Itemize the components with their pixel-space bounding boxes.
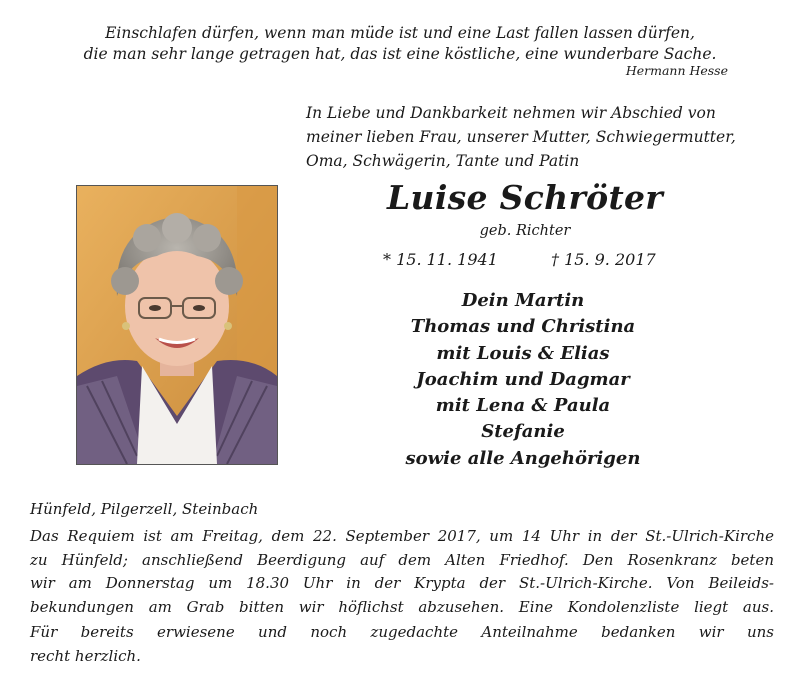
deceased-name: Luise Schröter [387, 178, 663, 217]
service-line: zu Hünfeld; anschließend Beerdigung auf dem Alten Friedhof. Den Rosenkranz beten [30, 550, 774, 569]
farewell-intro [306, 101, 786, 173]
quote-line-2: die man sehr lange getragen hat, das ist eine köstliche, eine wunderbare Sache. [83, 45, 717, 63]
intro-line: meiner lieben Frau, unserer Mutter, Schwiegermutter, [306, 128, 736, 146]
birth-date: * 15. 11. 1941 [383, 250, 498, 269]
maiden-name: geb. Richter [479, 223, 571, 239]
death-date: † 15. 9. 2017 [551, 250, 656, 269]
family-member: mit Louis & Elias [436, 342, 610, 364]
intro-line: Oma, Schwägerin, Tante und Patin [306, 152, 580, 170]
service-paragraph [30, 525, 774, 619]
family-list [338, 288, 708, 472]
thanks-line: Für bereits erwiesene und noch zugedachte Anteilnahme bedanken wir uns [30, 623, 774, 641]
intro-line: In Liebe und Dankbarkeit nehmen wir Abschied von [306, 104, 716, 122]
family-member: sowie alle Angehörigen [405, 447, 641, 469]
portrait-illustration [77, 186, 277, 464]
service-line: Das Requiem ist am Freitag, dem 22. September 2017, um 14 Uhr in der St.-Ulrich-Kirche [30, 527, 774, 545]
portrait-photo [76, 185, 278, 465]
thanks-line: recht herzlich. [30, 646, 141, 665]
family-member: Joachim und Dagmar [416, 368, 630, 390]
service-line: bekundungen am Grab bitten wir höflichst abzusehen. Eine Kondolenzliste liegt aus. [30, 597, 774, 616]
family-member: Thomas und Christina [410, 316, 636, 338]
quote-author: Hermann Hesse [625, 63, 728, 78]
family-member: Dein Martin [461, 290, 585, 311]
family-member: mit Lena & Paula [435, 395, 611, 417]
location-line: Hünfeld, Pilgerzell, Steinbach [30, 500, 259, 518]
quote-line-1: Einschlafen dürfen, wenn man müde ist und eine Last fallen lassen dürfen, [105, 24, 695, 42]
service-line: wir am Donnerstag um 18.30 Uhr in der Krypta der St.-Ulrich-Kirche. Von Beileids- [30, 574, 774, 592]
family-member: Stefanie [481, 421, 565, 443]
thanks-paragraph [30, 621, 774, 668]
